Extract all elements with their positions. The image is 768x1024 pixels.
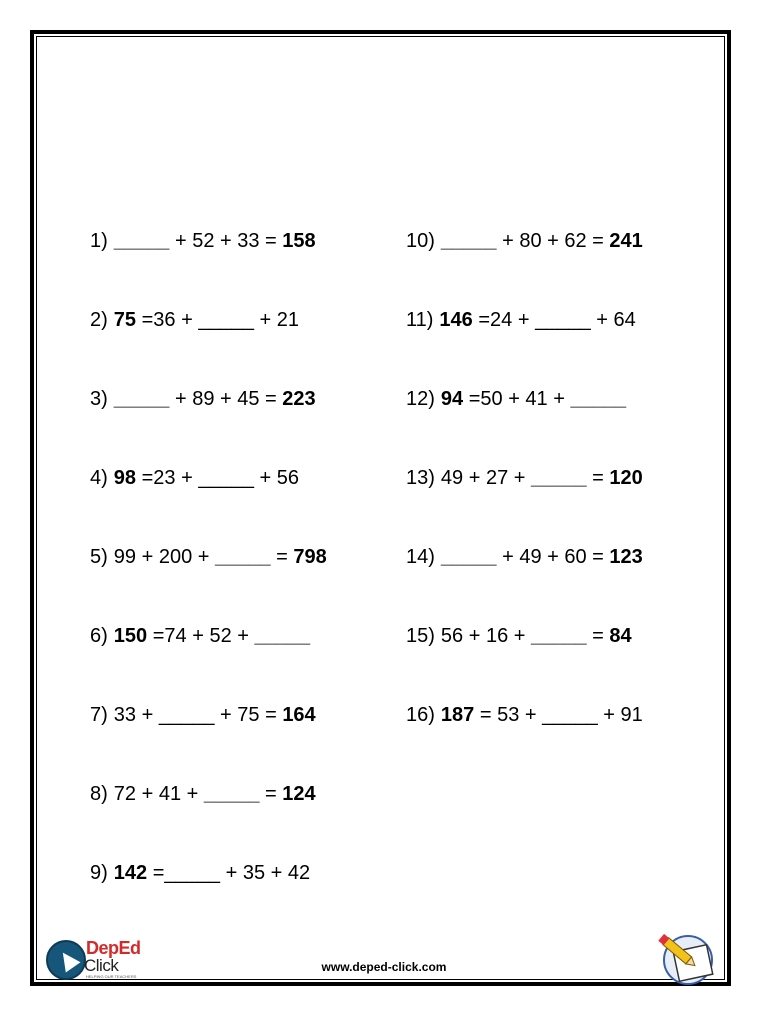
equation-text: 33 + [113,704,159,726]
given-total: 164 [282,704,316,726]
problem-11 [406,305,643,384]
answer-blank[interactable]: _____ [215,546,271,568]
equation-text: + 49 + 60 = [496,546,610,568]
problem-13 [406,463,643,542]
problem-number: 11) [406,309,434,331]
given-total: 98 [113,467,137,489]
answer-blank[interactable]: _____ [530,467,587,489]
equation-text: = [270,546,294,568]
equation-text: + 64 [590,309,636,331]
equation-text: =36 + [136,309,199,331]
problem-8 [90,779,327,858]
equation-text: = [259,783,283,805]
problem-number: 12) [406,388,435,410]
equation-text: 49 + 27 + [440,467,531,489]
logo-tagline: HELPING OUR TEACHERS [86,974,137,979]
problem-number: 1) [90,230,108,252]
answer-blank[interactable]: _____ [198,467,254,489]
equation-text: = [147,862,165,884]
equation-text: 72 + 41 + [113,783,204,805]
problem-number: 9) [90,862,108,884]
problem-12 [406,384,643,463]
problem-number: 13) [406,467,435,489]
given-total: 123 [609,546,643,568]
problem-number: 10) [406,230,435,252]
problem-16 [406,700,643,779]
problem-6 [90,621,327,700]
answer-blank[interactable]: _____ [203,783,260,805]
given-total: 798 [293,546,327,568]
problem-number: 5) [90,546,108,568]
equation-text: + 56 [253,467,299,489]
answer-blank[interactable]: _____ [530,625,587,647]
problem-7 [90,700,327,779]
logo-deped-text: DepEd [86,938,141,958]
answer-blank[interactable]: _____ [440,546,497,568]
problem-number: 3) [90,388,108,410]
equation-text: + 75 = [214,704,283,726]
problem-2 [90,305,327,384]
equation-text: 56 + 16 + [440,625,531,647]
answer-blank[interactable]: _____ [113,388,170,410]
equation-text: + 80 + 62 = [496,230,610,252]
problem-number: 4) [90,467,108,489]
problem-number: 16) [406,704,435,726]
logo-click-text: Click [84,956,119,975]
equation-text: =74 + 52 + [147,625,255,647]
given-total: 158 [282,230,316,252]
given-total: 223 [282,388,316,410]
problem-1 [90,226,327,305]
equation-text: + 35 + 42 [220,862,311,884]
given-total: 120 [609,467,643,489]
answer-blank[interactable]: _____ [164,862,221,884]
problem-5 [90,542,327,621]
answer-blank[interactable]: _____ [254,625,311,647]
answer-blank[interactable]: _____ [535,309,591,331]
problems-column-right [406,226,643,779]
equation-text: + 89 + 45 = [169,388,283,410]
equation-text: =50 + 41 + [463,388,571,410]
problem-number: 6) [90,625,108,647]
given-total: 142 [113,862,148,884]
problem-3 [90,384,327,463]
answer-blank[interactable]: _____ [158,704,215,726]
equation-text: = [586,467,610,489]
answer-blank[interactable]: _____ [440,230,497,252]
equation-text: + 52 + 33 = [169,230,283,252]
equation-text: + 91 [597,704,643,726]
answer-blank[interactable]: _____ [113,230,170,252]
equation-text: =23 + [136,467,199,489]
problem-9 [90,858,327,937]
pencil-paper-icon [654,930,722,986]
problem-10 [406,226,643,305]
equation-text: + 21 [253,309,299,331]
problem-number: 7) [90,704,108,726]
problems-column-left [90,226,327,937]
equation-text: =24 + [472,309,536,331]
given-total: 150 [113,625,148,647]
given-total: 187 [440,704,475,726]
given-total: 75 [113,309,137,331]
problem-number: 15) [406,625,435,647]
given-total: 146 [439,309,473,331]
footer-url[interactable]: www.deped-click.com [321,960,447,974]
answer-blank[interactable]: _____ [198,309,254,331]
problem-number: 14) [406,546,435,568]
answer-blank[interactable]: _____ [570,388,627,410]
given-total: 94 [440,388,464,410]
given-total: 124 [282,783,316,805]
problem-4 [90,463,327,542]
problem-14 [406,542,643,621]
equation-text: = 53 + [474,704,543,726]
problem-15 [406,621,643,700]
given-total: 84 [609,625,632,647]
problem-number: 2) [90,309,108,331]
given-total: 241 [609,230,643,252]
equation-text: 99 + 200 + [113,546,215,568]
problem-number: 8) [90,783,108,805]
answer-blank[interactable]: _____ [542,704,598,726]
equation-text: = [586,625,610,647]
